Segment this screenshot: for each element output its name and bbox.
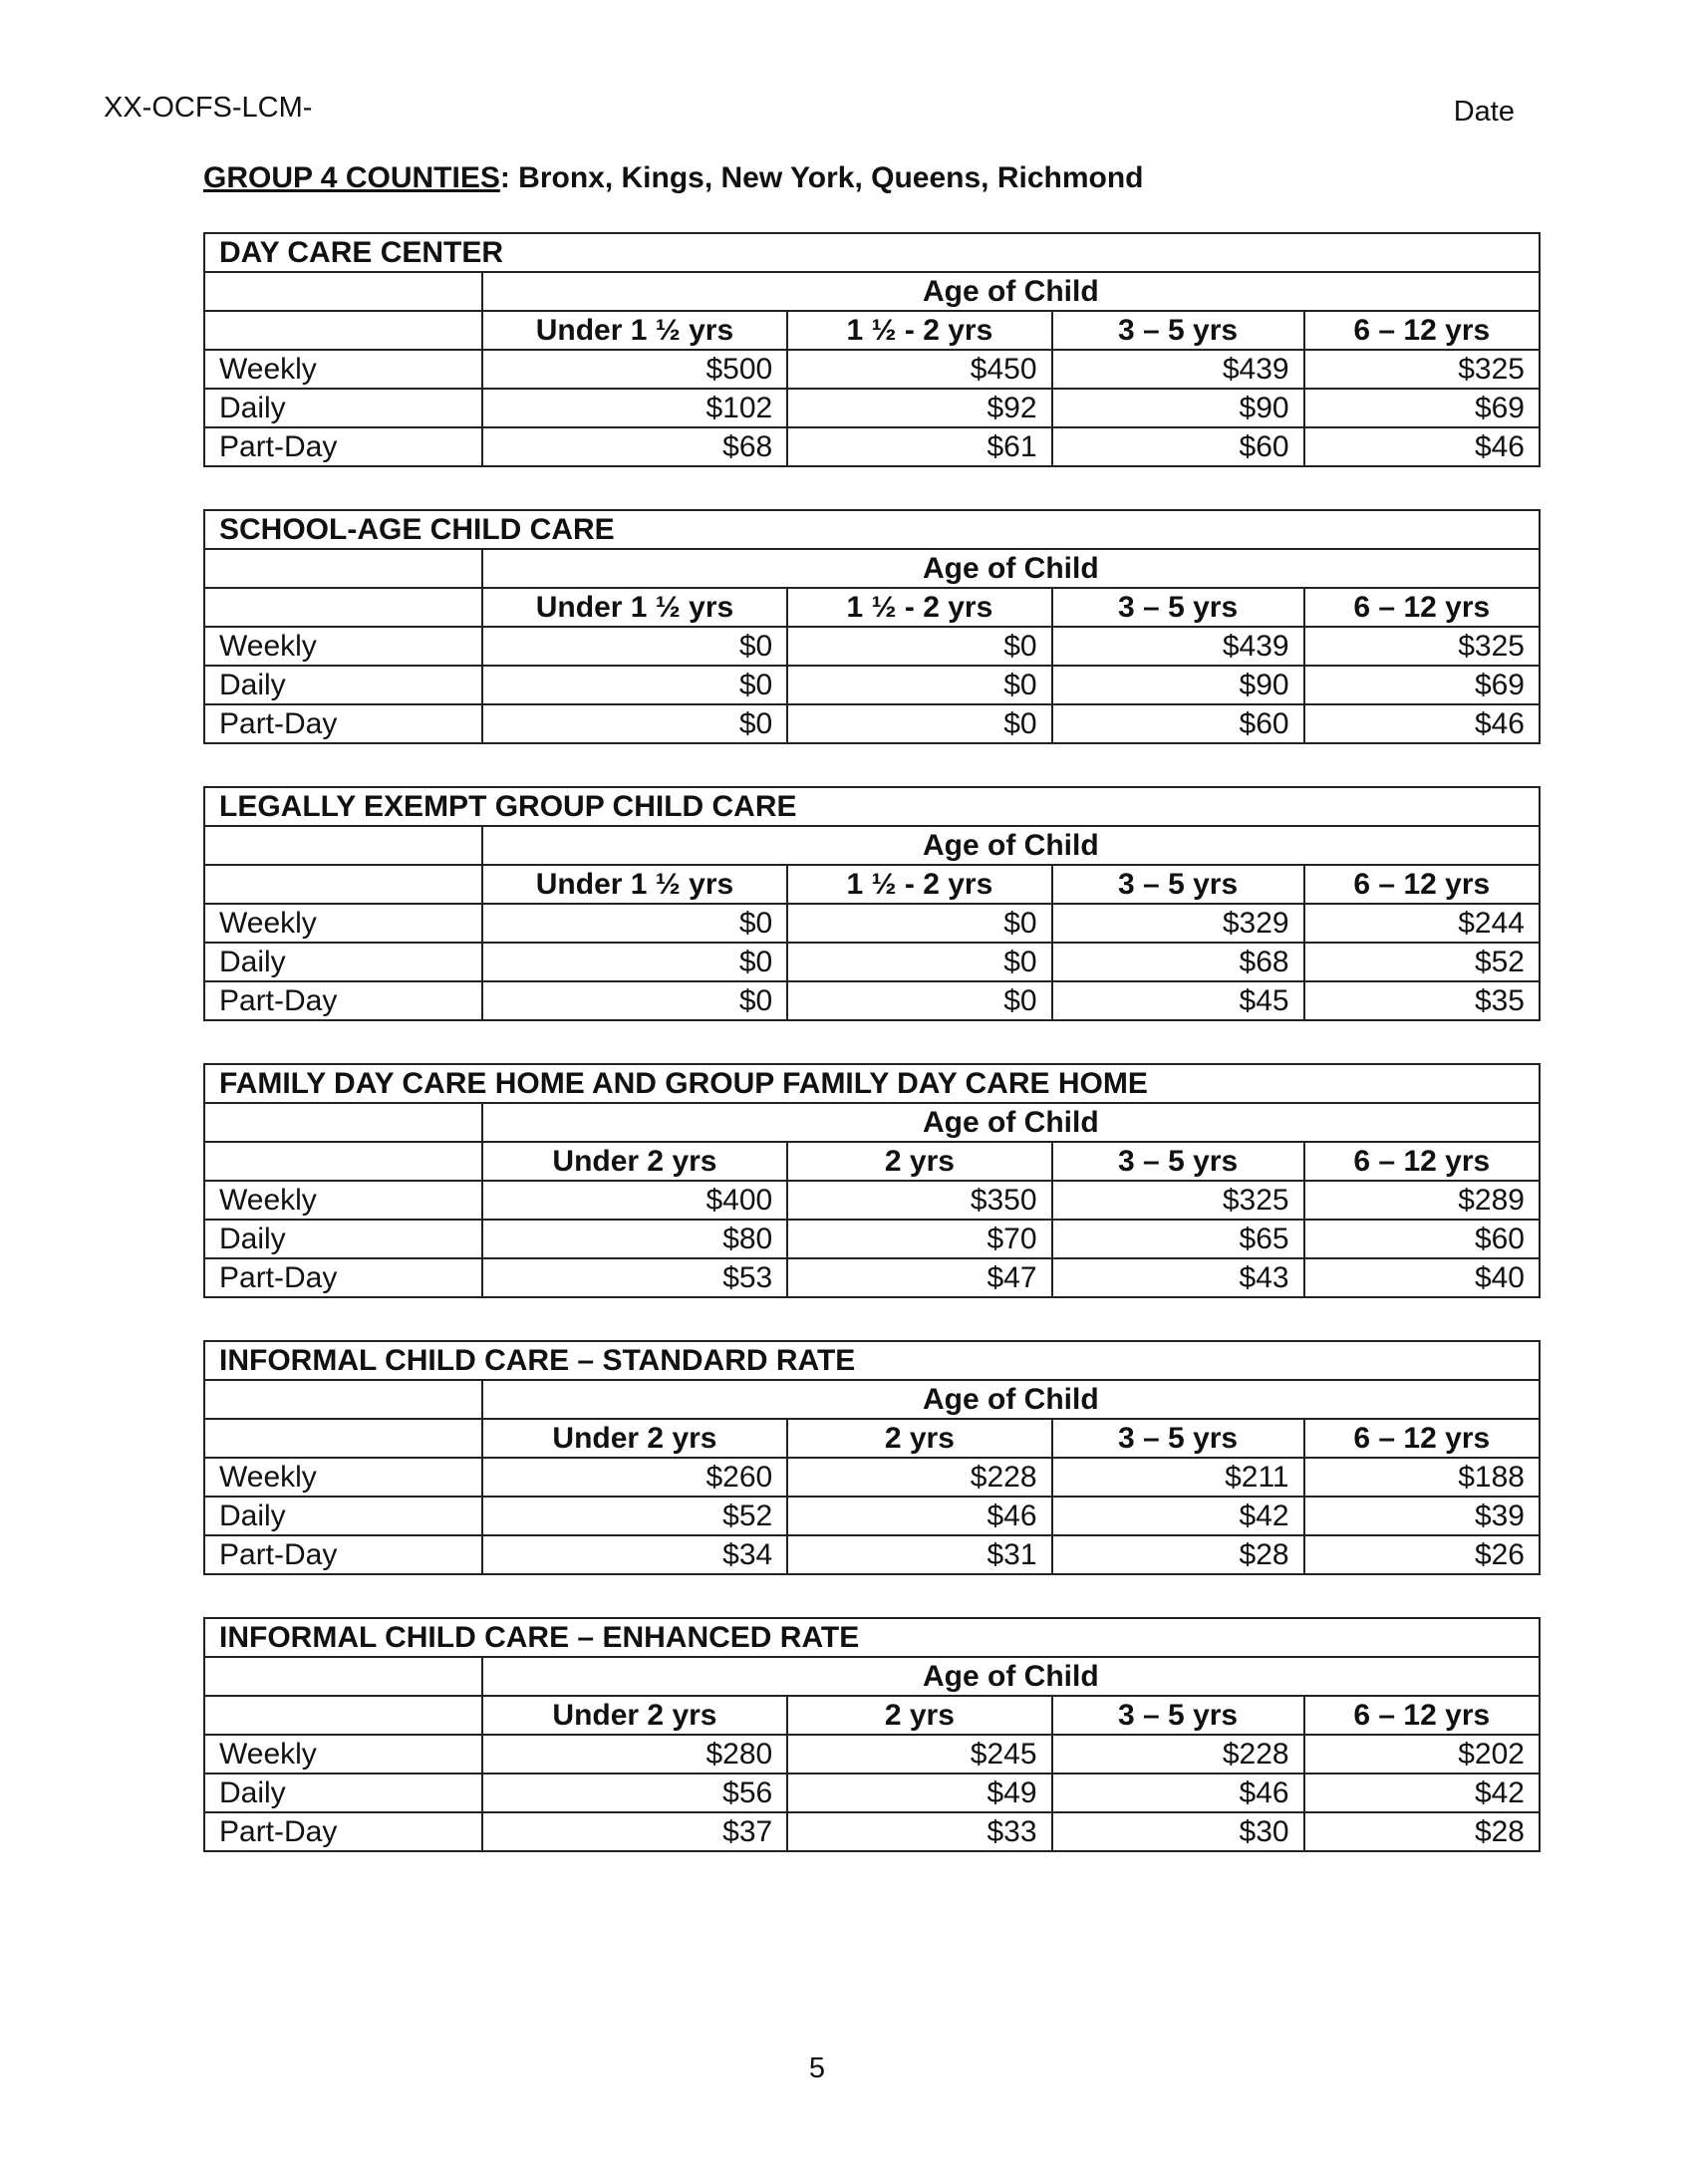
row-label: Part-Day bbox=[204, 427, 482, 466]
rate-cell: $188 bbox=[1304, 1458, 1540, 1497]
rate-cell: $0 bbox=[787, 627, 1051, 666]
column-header: 1 ½ - 2 yrs bbox=[787, 588, 1051, 627]
table-row bbox=[204, 1458, 1540, 1497]
rate-cell: $0 bbox=[482, 904, 788, 943]
column-header: Under 2 yrs bbox=[482, 1696, 788, 1735]
table-row bbox=[204, 943, 1540, 981]
table-title: INFORMAL CHILD CARE – STANDARD RATE bbox=[204, 1341, 1540, 1380]
row-label: Part-Day bbox=[204, 1812, 482, 1851]
rate-table-school-age-child-care bbox=[203, 509, 1541, 744]
rate-cell: $42 bbox=[1304, 1774, 1540, 1812]
rate-cell: $0 bbox=[787, 981, 1051, 1020]
rate-cell: $33 bbox=[787, 1812, 1051, 1851]
column-header: 3 – 5 yrs bbox=[1052, 1419, 1304, 1458]
rate-cell: $70 bbox=[787, 1220, 1051, 1258]
empty-cell bbox=[204, 1657, 482, 1696]
rate-cell: $439 bbox=[1052, 627, 1304, 666]
rate-cell: $0 bbox=[482, 627, 788, 666]
group-heading bbox=[203, 161, 1144, 195]
row-label: Weekly bbox=[204, 1181, 482, 1220]
rate-cell: $46 bbox=[787, 1497, 1051, 1535]
empty-cell bbox=[204, 1380, 482, 1419]
rate-cell: $350 bbox=[787, 1181, 1051, 1220]
rate-cell: $69 bbox=[1304, 389, 1540, 427]
age-header: Age of Child bbox=[482, 1103, 1540, 1142]
row-label: Part-Day bbox=[204, 1535, 482, 1574]
table-row bbox=[204, 1735, 1540, 1774]
rate-table-legally-exempt-group-child-care bbox=[203, 786, 1541, 1021]
rate-cell: $325 bbox=[1052, 1181, 1304, 1220]
rate-cell: $31 bbox=[787, 1535, 1051, 1574]
rate-cell: $90 bbox=[1052, 666, 1304, 704]
column-header: 6 – 12 yrs bbox=[1304, 1142, 1540, 1181]
table-row bbox=[204, 904, 1540, 943]
document-id: XX-OCFS-LCM- bbox=[104, 92, 313, 124]
rate-cell: $0 bbox=[787, 904, 1051, 943]
rate-cell: $43 bbox=[1052, 1258, 1304, 1297]
rate-cell: $68 bbox=[1052, 943, 1304, 981]
rate-cell: $69 bbox=[1304, 666, 1540, 704]
rate-cell: $37 bbox=[482, 1812, 788, 1851]
rate-cell: $46 bbox=[1052, 1774, 1304, 1812]
date-label: Date bbox=[1453, 96, 1515, 128]
table-title: SCHOOL-AGE CHILD CARE bbox=[204, 510, 1540, 549]
row-label: Weekly bbox=[204, 627, 482, 666]
rate-cell: $450 bbox=[787, 350, 1051, 389]
rate-cell: $42 bbox=[1052, 1497, 1304, 1535]
table-row bbox=[204, 350, 1540, 389]
column-header: 3 – 5 yrs bbox=[1052, 865, 1304, 904]
empty-cell bbox=[204, 311, 482, 350]
age-header: Age of Child bbox=[482, 826, 1540, 865]
rate-cell: $68 bbox=[482, 427, 788, 466]
row-label: Part-Day bbox=[204, 1258, 482, 1297]
row-label: Weekly bbox=[204, 904, 482, 943]
rate-cell: $35 bbox=[1304, 981, 1540, 1020]
table-row bbox=[204, 981, 1540, 1020]
table-row bbox=[204, 427, 1540, 466]
empty-cell bbox=[204, 826, 482, 865]
row-label: Daily bbox=[204, 1774, 482, 1812]
column-header: 6 – 12 yrs bbox=[1304, 1419, 1540, 1458]
row-label: Daily bbox=[204, 389, 482, 427]
rate-tables bbox=[203, 232, 1541, 1894]
rate-cell: $0 bbox=[787, 704, 1051, 743]
row-label: Daily bbox=[204, 1497, 482, 1535]
rate-cell: $46 bbox=[1304, 427, 1540, 466]
rate-table-day-care-center bbox=[203, 232, 1541, 467]
rate-cell: $49 bbox=[787, 1774, 1051, 1812]
rate-cell: $53 bbox=[482, 1258, 788, 1297]
column-header: 3 – 5 yrs bbox=[1052, 1696, 1304, 1735]
column-header: 2 yrs bbox=[787, 1142, 1051, 1181]
rate-table-informal-standard bbox=[203, 1340, 1541, 1575]
rate-table-informal-enhanced bbox=[203, 1617, 1541, 1852]
rate-cell: $102 bbox=[482, 389, 788, 427]
rate-cell: $61 bbox=[787, 427, 1051, 466]
rate-cell: $228 bbox=[787, 1458, 1051, 1497]
age-header: Age of Child bbox=[482, 1380, 1540, 1419]
table-row bbox=[204, 1181, 1540, 1220]
empty-cell bbox=[204, 1696, 482, 1735]
rate-cell: $28 bbox=[1304, 1812, 1540, 1851]
rate-cell: $80 bbox=[482, 1220, 788, 1258]
table-row bbox=[204, 1258, 1540, 1297]
rate-cell: $244 bbox=[1304, 904, 1540, 943]
column-header: Under 1 ½ yrs bbox=[482, 865, 788, 904]
row-label: Weekly bbox=[204, 1735, 482, 1774]
rate-cell: $92 bbox=[787, 389, 1051, 427]
rate-cell: $289 bbox=[1304, 1181, 1540, 1220]
row-label: Weekly bbox=[204, 350, 482, 389]
rate-cell: $40 bbox=[1304, 1258, 1540, 1297]
table-row bbox=[204, 1497, 1540, 1535]
rate-cell: $56 bbox=[482, 1774, 788, 1812]
column-header: 2 yrs bbox=[787, 1419, 1051, 1458]
rate-cell: $439 bbox=[1052, 350, 1304, 389]
column-header: Under 2 yrs bbox=[482, 1142, 788, 1181]
row-label: Part-Day bbox=[204, 981, 482, 1020]
table-row bbox=[204, 704, 1540, 743]
table-title: INFORMAL CHILD CARE – ENHANCED RATE bbox=[204, 1618, 1540, 1657]
empty-cell bbox=[204, 588, 482, 627]
rate-cell: $26 bbox=[1304, 1535, 1540, 1574]
rate-cell: $46 bbox=[1304, 704, 1540, 743]
table-title: FAMILY DAY CARE HOME AND GROUP FAMILY DAY CARE HOME bbox=[204, 1064, 1540, 1103]
age-header: Age of Child bbox=[482, 272, 1540, 311]
rate-cell: $0 bbox=[787, 943, 1051, 981]
table-row bbox=[204, 1812, 1540, 1851]
rate-cell: $0 bbox=[482, 981, 788, 1020]
table-row bbox=[204, 1774, 1540, 1812]
empty-cell bbox=[204, 1142, 482, 1181]
rate-cell: $280 bbox=[482, 1735, 788, 1774]
table-row bbox=[204, 389, 1540, 427]
rate-cell: $52 bbox=[482, 1497, 788, 1535]
row-label: Daily bbox=[204, 1220, 482, 1258]
rate-cell: $260 bbox=[482, 1458, 788, 1497]
rate-cell: $60 bbox=[1304, 1220, 1540, 1258]
empty-cell bbox=[204, 272, 482, 311]
group-counties: : Bronx, Kings, New York, Queens, Richmond bbox=[499, 161, 1144, 194]
rate-cell: $329 bbox=[1052, 904, 1304, 943]
rate-cell: $325 bbox=[1304, 350, 1540, 389]
rate-cell: $47 bbox=[787, 1258, 1051, 1297]
rate-cell: $500 bbox=[482, 350, 788, 389]
rate-cell: $202 bbox=[1304, 1735, 1540, 1774]
empty-cell bbox=[204, 549, 482, 588]
table-title: LEGALLY EXEMPT GROUP CHILD CARE bbox=[204, 787, 1540, 826]
column-header: 6 – 12 yrs bbox=[1304, 311, 1540, 350]
column-header: 2 yrs bbox=[787, 1696, 1051, 1735]
column-header: 6 – 12 yrs bbox=[1304, 588, 1540, 627]
group-label: GROUP 4 COUNTIES bbox=[203, 161, 500, 194]
rate-cell: $325 bbox=[1304, 627, 1540, 666]
page-number: 5 bbox=[808, 2052, 826, 2084]
column-header: 3 – 5 yrs bbox=[1052, 1142, 1304, 1181]
column-header: 6 – 12 yrs bbox=[1304, 865, 1540, 904]
column-header: 6 – 12 yrs bbox=[1304, 1696, 1540, 1735]
rate-cell: $34 bbox=[482, 1535, 788, 1574]
rate-cell: $0 bbox=[482, 943, 788, 981]
rate-cell: $245 bbox=[787, 1735, 1051, 1774]
row-label: Daily bbox=[204, 666, 482, 704]
rate-cell: $211 bbox=[1052, 1458, 1304, 1497]
rate-cell: $65 bbox=[1052, 1220, 1304, 1258]
rate-table-family-day-care-home bbox=[203, 1063, 1541, 1298]
rate-cell: $60 bbox=[1052, 427, 1304, 466]
column-header: Under 1 ½ yrs bbox=[482, 311, 788, 350]
table-title: DAY CARE CENTER bbox=[204, 233, 1540, 272]
rate-cell: $52 bbox=[1304, 943, 1540, 981]
empty-cell bbox=[204, 865, 482, 904]
table-row bbox=[204, 1535, 1540, 1574]
rate-cell: $0 bbox=[482, 704, 788, 743]
rate-cell: $400 bbox=[482, 1181, 788, 1220]
rate-cell: $45 bbox=[1052, 981, 1304, 1020]
rate-cell: $30 bbox=[1052, 1812, 1304, 1851]
row-label: Daily bbox=[204, 943, 482, 981]
rate-cell: $39 bbox=[1304, 1497, 1540, 1535]
column-header: Under 1 ½ yrs bbox=[482, 588, 788, 627]
rate-cell: $228 bbox=[1052, 1735, 1304, 1774]
column-header: 1 ½ - 2 yrs bbox=[787, 865, 1051, 904]
column-header: Under 2 yrs bbox=[482, 1419, 788, 1458]
table-row bbox=[204, 1220, 1540, 1258]
column-header: 3 – 5 yrs bbox=[1052, 588, 1304, 627]
column-header: 3 – 5 yrs bbox=[1052, 311, 1304, 350]
empty-cell bbox=[204, 1103, 482, 1142]
rate-cell: $90 bbox=[1052, 389, 1304, 427]
column-header: 1 ½ - 2 yrs bbox=[787, 311, 1051, 350]
row-label: Weekly bbox=[204, 1458, 482, 1497]
rate-cell: $0 bbox=[787, 666, 1051, 704]
row-label: Part-Day bbox=[204, 704, 482, 743]
age-header: Age of Child bbox=[482, 549, 1540, 588]
rate-cell: $60 bbox=[1052, 704, 1304, 743]
table-row bbox=[204, 666, 1540, 704]
age-header: Age of Child bbox=[482, 1657, 1540, 1696]
rate-cell: $0 bbox=[482, 666, 788, 704]
rate-cell: $28 bbox=[1052, 1535, 1304, 1574]
empty-cell bbox=[204, 1419, 482, 1458]
table-row bbox=[204, 627, 1540, 666]
